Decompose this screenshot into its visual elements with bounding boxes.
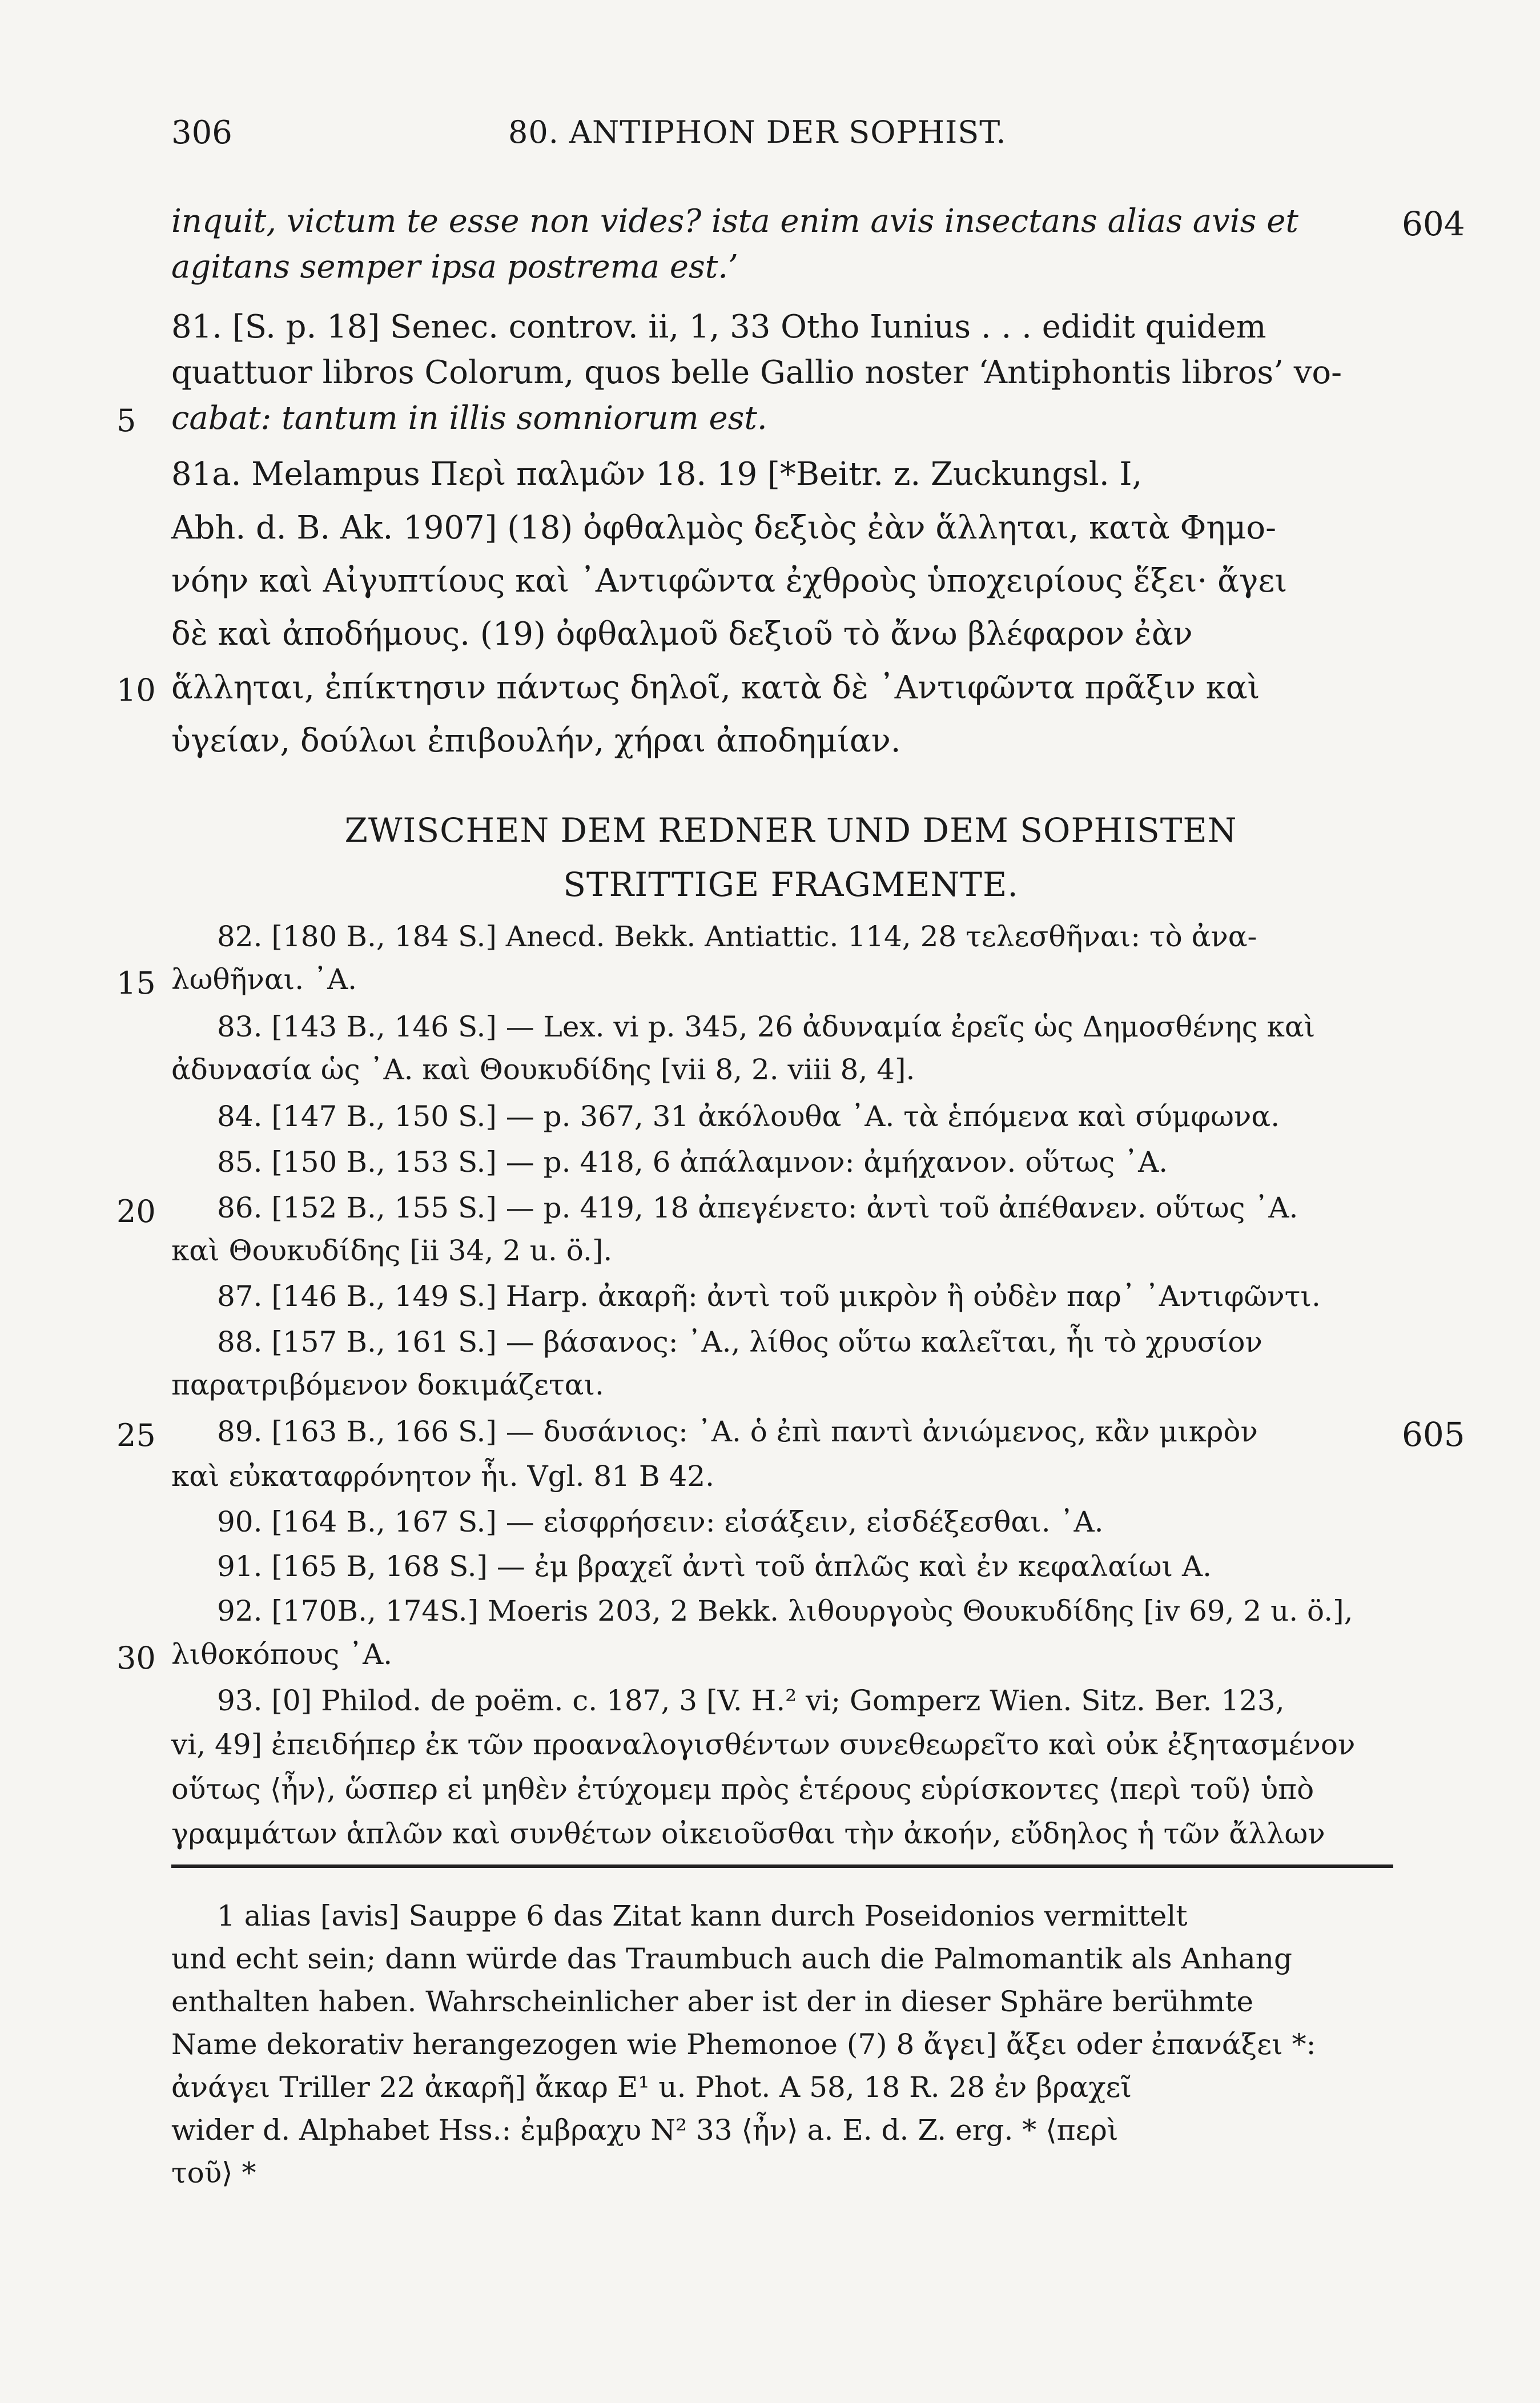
footnote-line-4: Name dekorativ herangezogen wie Phemonoe (7) 8 ἄγει] ἄξει oder ἐπανάξει *: <box>171 2028 1316 2061</box>
fragment-88-line-2: παρατριβόμενον δοκιμάζεται. <box>171 1368 604 1401</box>
fragment-92-line-2: λιθοκόπους ᾿Α. <box>171 1638 393 1671</box>
text-line-11: ὑγείαν, δούλωι ἐπιβουλήν, χήραι ἀποδημίαν. <box>171 722 901 760</box>
text-line-2: agitans semper ipsa postrema est.’ <box>171 248 738 286</box>
text-line-10: ἅλληται, ἐπίκτησιν πάντως δηλοῖ, κατὰ δὲ ᾿Αντιφῶντα πρᾶξιν καὶ <box>171 669 1260 706</box>
fragment-83-line-2: ἀδυνασία ὡς ᾿Α. καὶ Θουκυδίδης [vii 8, 2. viii 8, 4]. <box>171 1053 915 1086</box>
fragment-86-line-2: καὶ Θουκυδίδης [ii 34, 2 u. ö.]. <box>171 1234 613 1267</box>
footnote-line-3: enthalten haben. Wahrscheinlicher aber ist der in dieser Sphäre berühmte <box>171 1985 1254 2018</box>
line-number-25: 25 <box>116 1417 156 1453</box>
fragment-85: 85. [150 B., 153 S.] — p. 418, 6 ἀπάλαμνον: ἀμήχανον. οὕτως ᾿Α. <box>217 1146 1168 1179</box>
fragment-88-line-1: 88. [157 B., 161 S.] — βάσανος: ᾿Α., λίθος οὕτω καλεῖται, ἧι τὸ χρυσίον <box>217 1325 1262 1359</box>
fragment-93-line-2: vi, 49] ἐπειδήπερ ἐκ τῶν προαναλογισθέντων συνεθεωρεῖτο καὶ οὐκ ἐξητασμένον <box>171 1728 1356 1761</box>
margin-ref-605: 605 <box>1402 1415 1465 1454</box>
fragment-83-line-1: 83. [143 B., 146 S.] — Lex. vi p. 345, 26 ἀδυναμία ἐρεῖς ὡς Δημοσθένης καὶ <box>217 1010 1316 1043</box>
fragment-93-line-3: οὕτως ⟨ἦν⟩, ὥσπερ εἰ μηθὲν ἐτύχομεμ πρὸς ἑτέρους εὑρίσκοντες ⟨περὶ τοῦ⟩ ὑπὸ <box>171 1773 1314 1806</box>
footnote-line-6: wider d. Alphabet Hss.: ἐμβραχυ N² 33 ⟨ἦν⟩ a. E. d. Z. erg. * ⟨περὶ <box>171 2113 1119 2147</box>
line-number-10: 10 <box>116 672 156 708</box>
fragment-82-line-2: λωθῆναι. ᾿Α. <box>171 963 357 996</box>
fragment-82-line-1: 82. [180 B., 184 S.] Anecd. Bekk. Antiattic. 114, 28 τελεσθῆναι: τὸ ἀνα- <box>217 920 1257 953</box>
fragment-84: 84. [147 B., 150 S.] — p. 367, 31 ἀκόλουθα ᾿Α. τὰ ἑπόμενα καὶ σύμφωνα. <box>217 1100 1280 1133</box>
text-line-4: quattuor libros Colorum, quos belle Gallio noster ‘Antiphontis libros’ vo- <box>171 354 1342 391</box>
fragment-86-line-1: 86. [152 B., 155 S.] — p. 419, 18 ἀπεγένετο: ἀντὶ τοῦ ἀπέθανεν. οὕτως ᾿Α. <box>217 1191 1298 1224</box>
fragment-87: 87. [146 B., 149 S.] Harp. ἀκαρῆ: ἀντὶ τοῦ μικρὸν ἢ οὐδὲν παρ᾿ ᾿Αντιφῶντι. <box>217 1280 1321 1313</box>
text-line-8: νόην καὶ Αἰγυπτίους καὶ ᾿Αντιφῶντα ἐχθροὺς ὑποχειρίους ἕξει· ἄγει <box>171 562 1288 600</box>
page-header <box>171 114 1410 160</box>
text-line-1: inquit, victum te esse non vides? ista enim avis insectans alias avis et <box>171 203 1298 240</box>
section-heading-line-2: STRITTIGE FRAGMENTE. <box>563 865 1019 904</box>
fragment-92-line-1: 92. [170B., 174S.] Moeris 203, 2 Bekk. λιθουργοὺς Θουκυδίδης [iv 69, 2 u. ö.], <box>217 1594 1353 1628</box>
line-number-30: 30 <box>116 1640 156 1676</box>
line-number-20: 20 <box>116 1194 156 1229</box>
running-head: 80. ANTIPHON DER SOPHIST. <box>508 114 1007 150</box>
footnote-line-2: und echt sein; dann würde das Traumbuch auch die Palmomantik als Anhang <box>171 1942 1293 1975</box>
section-heading-line-1: ZWISCHEN DEM REDNER UND DEM SOPHISTEN <box>344 811 1237 850</box>
fragment-89-line-1: 89. [163 B., 166 S.] — δυσάνιος: ᾿Α. ὁ ἐπὶ παντὶ ἀνιώμενος, κἂν μικρὸν <box>217 1415 1258 1448</box>
page-number: 306 <box>171 114 232 151</box>
footnote-line-5: ἀνάγει Triller 22 ἀκαρῆ] ἄκαρ E¹ u. Phot. A 58, 18 R. 28 ἐν βραχεῖ <box>171 2071 1132 2104</box>
footnote-line-7: τοῦ⟩ * <box>171 2156 256 2189</box>
footnote-divider <box>171 1864 1393 1868</box>
fragment-93-line-1: 93. [0] Philod. de poëm. c. 187, 3 [V. H.² vi; Gomperz Wien. Sitz. Ber. 123, <box>217 1684 1285 1717</box>
text-line-5: cabat: tantum in illis somniorum est. <box>171 400 767 437</box>
fragment-91: 91. [165 B, 168 S.] — ἐμ βραχεῖ ἀντὶ τοῦ ἁπλῶς καὶ ἐν κεφαλαίωι Α. <box>217 1550 1212 1583</box>
footnote-line-1: 1 alias [avis] Sauppe 6 das Zitat kann durch Poseidonios vermittelt <box>217 1899 1188 1932</box>
fragment-93-line-4: γραμμάτων ἁπλῶν καὶ συνθέτων οἰκειοῦσθαι τὴν ἀκοήν, εὔδηλος ἡ τῶν ἄλλων <box>171 1817 1325 1850</box>
margin-ref-604: 604 <box>1402 204 1465 243</box>
text-line-6: 81a. Melampus Περὶ παλμῶν 18. 19 [*Beitr. z. Zuckungsl. I, <box>171 456 1143 493</box>
text-line-9: δὲ καὶ ἀποδήμους. (19) ὀφθαλμοῦ δεξιοῦ τὸ ἄνω βλέφαρον ἐὰν <box>171 616 1193 653</box>
line-number-15: 15 <box>116 965 156 1001</box>
fragment-90: 90. [164 B., 167 S.] — εἰσφρήσειν: εἰσάξειν, εἰσδέξεσθαι. ᾿Α. <box>217 1505 1104 1538</box>
text-line-7: Abh. d. B. Ak. 1907] (18) ὀφθαλμὸς δεξιὸς ἐὰν ἅλληται, κατὰ Φημο- <box>171 509 1277 546</box>
line-number-5: 5 <box>116 403 136 439</box>
fragment-89-line-2: καὶ εὐκαταφρόνητον ἧι. Vgl. 81 B 42. <box>171 1460 715 1493</box>
text-line-3: 81. [S. p. 18] Senec. controv. ii, 1, 33 Otho Iunius . . . edidit quidem <box>171 308 1266 345</box>
